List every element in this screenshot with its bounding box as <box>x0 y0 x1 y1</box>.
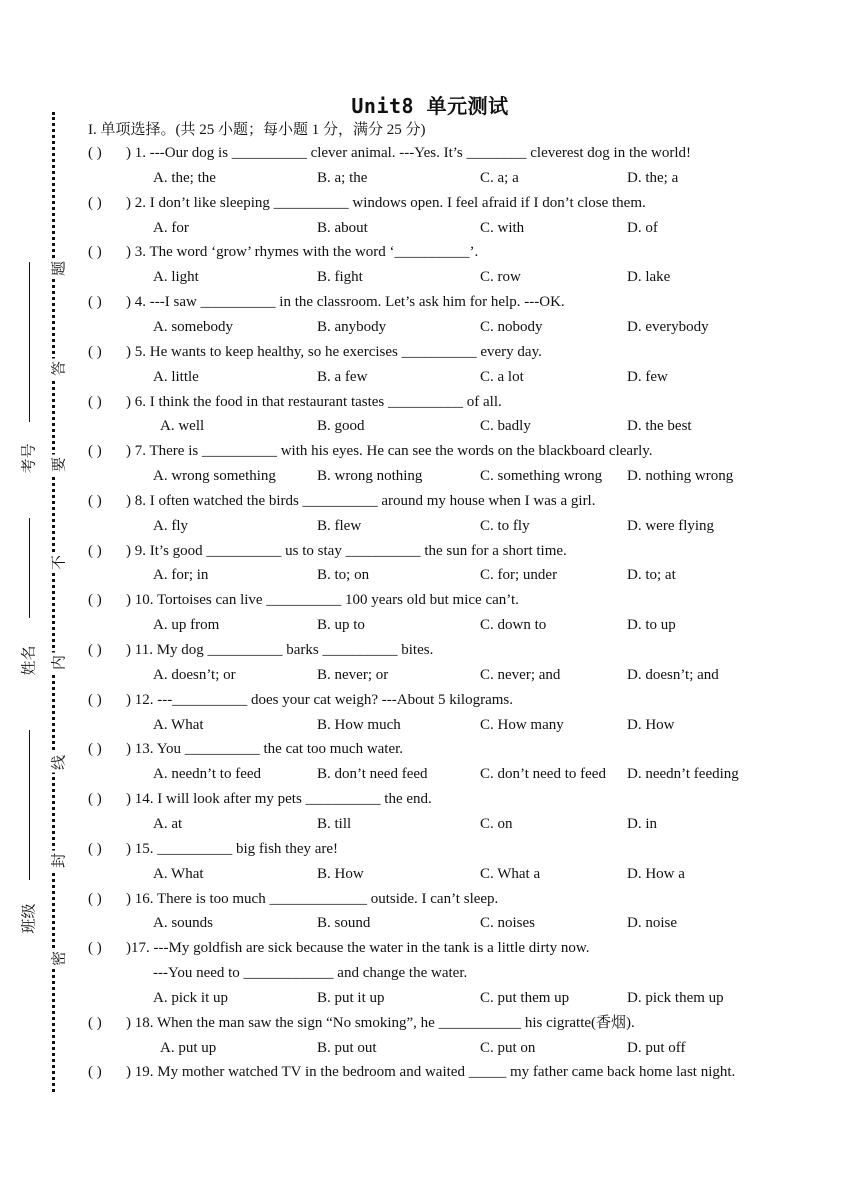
question-text: ) 18. When the man saw the sign “No smoking”, he ___________ his cigratte(香烟). <box>126 1014 635 1031</box>
question-text: ) 15. __________ big fish they are! <box>126 840 339 857</box>
option-d[interactable]: D. needn’t feeding <box>627 766 739 783</box>
option-d[interactable]: D. doesn’t; and <box>627 666 719 683</box>
question-text: ) 1. ---Our dog is __________ clever animal. ---Yes. It’s ________ cleverest dog in the world! <box>126 145 692 161</box>
question-text: ---You need to ____________ and change the water. <box>153 965 468 982</box>
option-b[interactable]: B. anybody <box>317 318 387 335</box>
answer-blank[interactable]: ( ) <box>88 294 102 311</box>
answer-blank[interactable]: ( ) <box>88 443 102 460</box>
option-row <box>0 217 860 239</box>
margin-char: 内 <box>46 653 71 673</box>
question-text: ) 13. You __________ the cat too much water. <box>126 741 404 758</box>
answer-blank[interactable]: ( ) <box>88 940 102 957</box>
option-a[interactable]: A. needn’t to feed <box>153 766 262 783</box>
margin-char: 要 <box>46 455 71 475</box>
option-row <box>0 366 860 388</box>
answer-blank[interactable]: ( ) <box>88 1014 102 1031</box>
option-row <box>0 664 860 686</box>
option-b[interactable]: B. wrong nothing <box>317 468 423 485</box>
question-text: ) 11. My dog __________ barks __________ bites. <box>126 642 434 658</box>
option-d[interactable]: D. How <box>627 716 675 733</box>
option-row <box>0 266 860 288</box>
option-d[interactable]: D. nothing wrong <box>627 468 734 485</box>
option-c[interactable]: C. a lot <box>480 368 524 385</box>
option-a[interactable]: A. for; in <box>153 567 209 584</box>
option-a[interactable]: A. wrong something <box>153 468 276 485</box>
answer-blank[interactable]: ( ) <box>88 592 102 609</box>
option-c[interactable]: C. put on <box>480 1039 536 1056</box>
question-line <box>88 738 778 760</box>
option-c[interactable]: C. to fly <box>480 517 530 534</box>
margin-char: 题 <box>46 259 71 279</box>
option-a[interactable]: A. put up <box>160 1039 217 1056</box>
option-row <box>0 863 860 885</box>
option-b[interactable]: B. a few <box>317 368 368 385</box>
option-c[interactable]: C. nobody <box>480 318 543 335</box>
option-b[interactable]: B. to; on <box>317 567 370 584</box>
option-b[interactable]: B. till <box>317 815 352 832</box>
question-line <box>88 888 778 910</box>
question-text: ) 19. My mother watched TV in the bedroom and waited _____ my father came back home last night. <box>126 1064 736 1081</box>
question-text: ) 8. I often watched the birds __________ around my house when I was a girl. <box>126 492 596 509</box>
option-a[interactable]: A. well <box>160 418 205 435</box>
option-row <box>0 167 860 189</box>
question-text: ) 5. He wants to keep healthy, so he exercises __________ every day. <box>126 343 542 360</box>
option-d[interactable]: D. How a <box>627 865 685 882</box>
option-a[interactable]: A. for <box>153 219 189 236</box>
answer-blank[interactable]: ( ) <box>88 840 102 857</box>
option-c[interactable]: C. on <box>480 815 513 832</box>
option-d[interactable]: D. in <box>627 815 657 832</box>
option-a[interactable]: A. What <box>153 716 204 733</box>
question-line <box>88 540 778 562</box>
answer-blank[interactable]: ( ) <box>88 244 102 261</box>
class-line <box>29 730 30 880</box>
option-row <box>0 465 860 487</box>
option-c[interactable]: C. never; and <box>480 666 561 683</box>
margin-char: 答 <box>46 359 71 379</box>
option-d[interactable]: D. the; a <box>627 169 679 186</box>
option-a[interactable]: A. doesn’t; or <box>153 666 236 683</box>
question-line <box>88 490 778 512</box>
question-text: ) 6. I think the food in that restaurant tastes __________ of all. <box>126 393 502 410</box>
margin-char: 不 <box>46 553 71 573</box>
option-row <box>0 564 860 586</box>
option-c[interactable]: C. row <box>480 269 521 286</box>
option-a[interactable]: A. up from <box>153 617 220 634</box>
question-text: ) 14. I will look after my pets __________ the end. <box>126 791 432 808</box>
option-d[interactable]: D. to; at <box>627 567 676 584</box>
option-c[interactable]: C. down to <box>480 617 547 634</box>
exam-number-label: 考号 <box>19 443 38 474</box>
option-c[interactable]: C. noises <box>480 915 536 932</box>
question-line <box>88 639 778 661</box>
question-text: ) 2. I don’t like sleeping __________ windows open. I feel afraid if I don’t close them. <box>126 194 646 211</box>
option-d[interactable]: D. of <box>627 219 658 236</box>
answer-blank[interactable]: ( ) <box>88 492 102 509</box>
question-text: ) 4. ---I saw __________ in the classroom. Let’s ask him for help. ---OK. <box>126 294 565 311</box>
option-c[interactable]: C. don’t need to feed <box>480 766 606 783</box>
option-a[interactable]: A. What <box>153 865 204 882</box>
margin-char: 密 <box>46 949 71 969</box>
option-d[interactable]: D. few <box>627 368 668 385</box>
answer-blank[interactable]: ( ) <box>88 791 102 808</box>
answer-blank[interactable]: ( ) <box>88 542 102 559</box>
option-row <box>0 316 860 338</box>
margin-char: 封 <box>46 851 71 871</box>
option-row <box>0 415 860 437</box>
question-text: ) 9. It’s good __________ us to stay __________ the sun for a short time. <box>126 542 567 559</box>
question-line <box>88 142 778 164</box>
option-d[interactable]: D. to up <box>627 617 676 634</box>
option-b[interactable]: B. flew <box>317 517 362 534</box>
section-heading: I. 单项选择。(共 25 小题；每小题 1 分，满分 25 分) <box>88 122 426 138</box>
option-c[interactable]: C. How many <box>480 716 564 733</box>
option-c[interactable]: C. something wrong <box>480 468 603 485</box>
answer-blank[interactable]: ( ) <box>88 145 102 161</box>
question-line <box>88 838 778 860</box>
option-c[interactable]: C. badly <box>480 418 531 435</box>
option-c[interactable]: C. with <box>480 219 525 236</box>
name-label: 姓名 <box>19 645 38 676</box>
option-b[interactable]: B. a; the <box>317 169 368 186</box>
option-b[interactable]: B. up to <box>317 617 365 634</box>
question-line <box>88 589 778 611</box>
page-title: Unit8 单元测试 <box>351 94 509 118</box>
answer-blank[interactable]: ( ) <box>88 194 102 211</box>
answer-blank[interactable]: ( ) <box>88 741 102 758</box>
option-a[interactable]: A. somebody <box>153 318 233 335</box>
option-b[interactable]: B. sound <box>317 915 371 932</box>
question-text: ) 3. The word ‘grow’ rhymes with the word ‘__________’. <box>126 244 479 261</box>
question-line <box>88 689 778 711</box>
answer-blank[interactable]: ( ) <box>88 393 102 410</box>
option-a[interactable]: A. at <box>153 815 183 832</box>
question-line <box>88 1012 778 1034</box>
option-d[interactable]: D. noise <box>627 915 677 932</box>
option-d[interactable]: D. pick them up <box>627 989 724 1006</box>
option-b[interactable]: B. How much <box>317 716 401 733</box>
option-d[interactable]: D. were flying <box>627 517 715 534</box>
option-row <box>0 763 860 785</box>
question-line <box>88 788 778 810</box>
option-a[interactable]: A. the; the <box>153 169 216 186</box>
question-line <box>88 241 778 263</box>
question-text: ) 10. Tortoises can live __________ 100 years old but mice can’t. <box>126 592 519 609</box>
option-d[interactable]: D. the best <box>627 418 692 435</box>
question-text: ) 12. ---__________ does your cat weigh? ---About 5 kilograms. <box>126 691 513 708</box>
question-line <box>88 291 778 313</box>
option-row <box>0 714 860 736</box>
question-continuation <box>88 962 778 984</box>
question-text: )17. ---My goldfish are sick because the water in the tank is a little dirty now. <box>126 940 590 957</box>
answer-blank[interactable]: ( ) <box>88 642 102 658</box>
question-line <box>88 440 778 462</box>
question-text: ) 7. There is __________ with his eyes. He can see the words on the blackboard clearly. <box>126 443 653 460</box>
option-c[interactable]: C. put them up <box>480 989 570 1006</box>
option-a[interactable]: A. little <box>153 368 199 385</box>
option-b[interactable]: B. about <box>317 219 368 236</box>
option-b[interactable]: B. don’t need feed <box>317 766 428 783</box>
class-label: 班级 <box>19 903 38 934</box>
option-c[interactable]: C. What a <box>480 865 541 882</box>
question-line <box>88 391 778 413</box>
answer-blank[interactable]: ( ) <box>88 1064 102 1081</box>
option-b[interactable]: B. good <box>317 418 365 435</box>
answer-blank[interactable]: ( ) <box>88 890 102 907</box>
option-d[interactable]: D. lake <box>627 269 671 286</box>
option-row <box>0 1037 860 1059</box>
option-b[interactable]: B. How <box>317 865 364 882</box>
question-text: ) 16. There is too much _____________ outside. I can’t sleep. <box>126 890 499 907</box>
option-row <box>0 614 860 636</box>
option-b[interactable]: B. fight <box>317 269 363 286</box>
option-row <box>0 515 860 537</box>
option-row <box>0 912 860 934</box>
option-a[interactable]: A. fly <box>153 517 188 534</box>
question-line <box>88 341 778 363</box>
option-row <box>0 987 860 1009</box>
option-d[interactable]: D. everybody <box>627 318 709 335</box>
margin-char: 线 <box>46 753 71 773</box>
option-row <box>0 813 860 835</box>
answer-blank[interactable]: ( ) <box>88 343 102 360</box>
question-line <box>88 192 778 214</box>
option-a[interactable]: A. sounds <box>153 915 214 932</box>
question-line <box>88 1061 778 1083</box>
option-d[interactable]: D. put off <box>627 1039 686 1056</box>
option-c[interactable]: C. a; a <box>480 169 519 186</box>
option-b[interactable]: B. never; or <box>317 666 389 683</box>
option-b[interactable]: B. put out <box>317 1039 377 1056</box>
question-line <box>88 937 778 959</box>
option-a[interactable]: A. pick it up <box>153 989 228 1006</box>
answer-blank[interactable]: ( ) <box>88 691 102 708</box>
option-b[interactable]: B. put it up <box>317 989 385 1006</box>
option-a[interactable]: A. light <box>153 269 199 286</box>
option-c[interactable]: C. for; under <box>480 567 558 584</box>
